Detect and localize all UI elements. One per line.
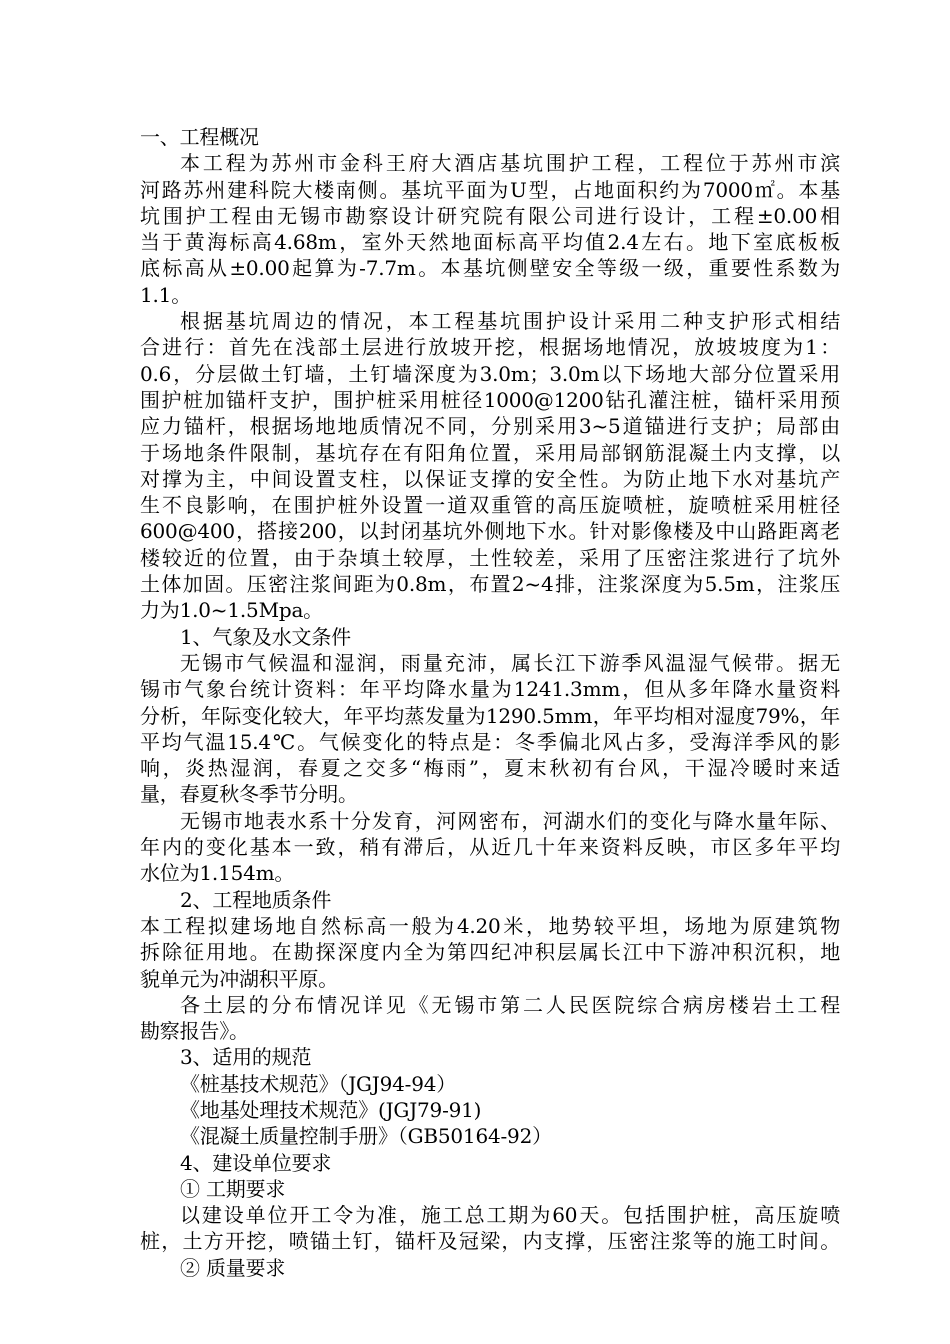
text-line: 无锡市地表水系十分发育，河网密布，河湖水们的变化与降水量年际、 <box>180 808 840 833</box>
text-line: 《混凝土质量控制手册》（GB50164-92） <box>180 1124 552 1149</box>
text-line: 于场地条件限制，基坑存在有阳角位置，采用局部钢筋混凝土内支撑，以 <box>140 440 840 465</box>
text-line: 3、适用的规范 <box>180 1045 312 1070</box>
text-line: 1、气象及水文条件 <box>180 624 351 649</box>
text-line: 貌单元为冲湖积平原。 <box>140 966 338 991</box>
text-line: ② 质量要求 <box>180 1255 286 1280</box>
text-line: 本工程为苏州市金科王府大酒店基坑围护工程，工程位于苏州市滨 <box>180 151 840 176</box>
text-line: 平均气温15.4℃。气候变化的特点是：冬季偏北风占多，受海洋季风的影 <box>140 729 840 754</box>
text-line: 《地基处理技术规范》(JGJ79-91) <box>180 1097 482 1122</box>
text-line: 楼较近的位置，由于杂填土较厚，土性较差，采用了压密注浆进行了坑外 <box>140 545 840 570</box>
text-line: 拆除征用地。在勘探深度内全为第四纪冲积层属长江中下游冲积沉积，地 <box>140 940 840 965</box>
text-line: 年内的变化基本一致，稍有滞后，从近几十年来资料反映，市区多年平均 <box>140 835 840 860</box>
text-line: 应力锚杆，根据场地地质情况不同，分别采用3~5道锚进行支护；局部由 <box>140 414 840 439</box>
text-line: 桩，土方开挖，喷锚土钉，锚杆及冠梁，内支撑，压密注浆等的施工时间。 <box>140 1229 840 1254</box>
text-line: 《桩基技术规范》（JGJ94-94） <box>180 1071 457 1096</box>
text-line: 河路苏州建科院大楼南侧。基坑平面为U型，占地面积约为7000㎡。本基 <box>140 177 840 202</box>
text-line: 围护桩加锚杆支护，围护桩采用桩径1000@1200钻孔灌注桩，锚杆采用预 <box>140 387 840 412</box>
text-line: 勘察报告》。 <box>140 1019 249 1044</box>
document-page <box>140 124 840 1281</box>
text-line: 一、工程概况 <box>140 125 259 149</box>
text-line: 坑围护工程由无锡市勘察设计研究院有限公司进行设计，工程±0.00相 <box>140 203 840 228</box>
text-line: 根据基坑周边的情况，本工程基坑围护设计采用二种支护形式相结 <box>180 309 840 334</box>
text-line: 响，炎热湿润，春夏之交多“梅雨”，夏末秋初有台风，干湿冷暖时来适 <box>140 756 840 781</box>
text-line: 土体加固。压密注浆间距为0.8m，布置2~4排，注浆深度为5.5m，注浆压 <box>140 572 840 597</box>
text-line: ① 工期要求 <box>180 1176 286 1201</box>
text-line: 本工程拟建场地自然标高一般为4.20米，地势较平坦，场地为原建筑物 <box>140 913 840 938</box>
text-line: 水位为1.154m。 <box>140 861 295 886</box>
text-line: 600@400，搭接200，以封闭基坑外侧地下水。针对影像楼及中山路距离老 <box>140 519 840 544</box>
text-line: 生不良影响，在围护桩外设置一道双重管的高压旋喷桩，旋喷桩采用桩径 <box>140 493 840 518</box>
text-line: 锡市气象台统计资料：年平均降水量为1241.3mm，但从多年降水量资料 <box>140 677 840 702</box>
text-line: 合进行：首先在浅部土层进行放坡开挖，根据场地情况，放坡坡度为1： <box>140 335 840 360</box>
text-line: 量，春夏秋冬季节分明。 <box>140 782 358 807</box>
text-line: 分析，年际变化较大，年平均蒸发量为1290.5mm，年平均相对湿度79%，年 <box>140 703 840 728</box>
text-line: 无锡市气候温和湿润，雨量充沛，属长江下游季风温湿气候带。据无 <box>180 650 840 675</box>
text-line: 1.1。 <box>140 282 192 307</box>
text-line: 以建设单位开工令为准，施工总工期为60天。包括围护桩，高压旋喷 <box>180 1203 840 1228</box>
text-line: 各土层的分布情况详见《无锡市第二人民医院综合病房楼岩土工程 <box>180 992 840 1017</box>
text-line: 0.6，分层做土钉墙，土钉墙深度为3.0m；3.0m以下场地大部分位置采用 <box>140 361 840 386</box>
text-line: 力为1.0~1.5Mpa。 <box>140 598 323 623</box>
text-line: 当于黄海标高4.68m，室外天然地面标高平均值2.4左右。地下室底板板 <box>140 230 840 255</box>
text-line: 4、建设单位要求 <box>180 1150 332 1175</box>
text-line: 2、工程地质条件 <box>180 887 332 912</box>
text-line: 底标高从±0.00起算为-7.7m。本基坑侧壁安全等级一级，重要性系数为 <box>140 256 840 281</box>
text-line: 对撑为主，中间设置支柱，以保证支撑的安全性。为防止地下水对基坑产 <box>140 466 840 491</box>
